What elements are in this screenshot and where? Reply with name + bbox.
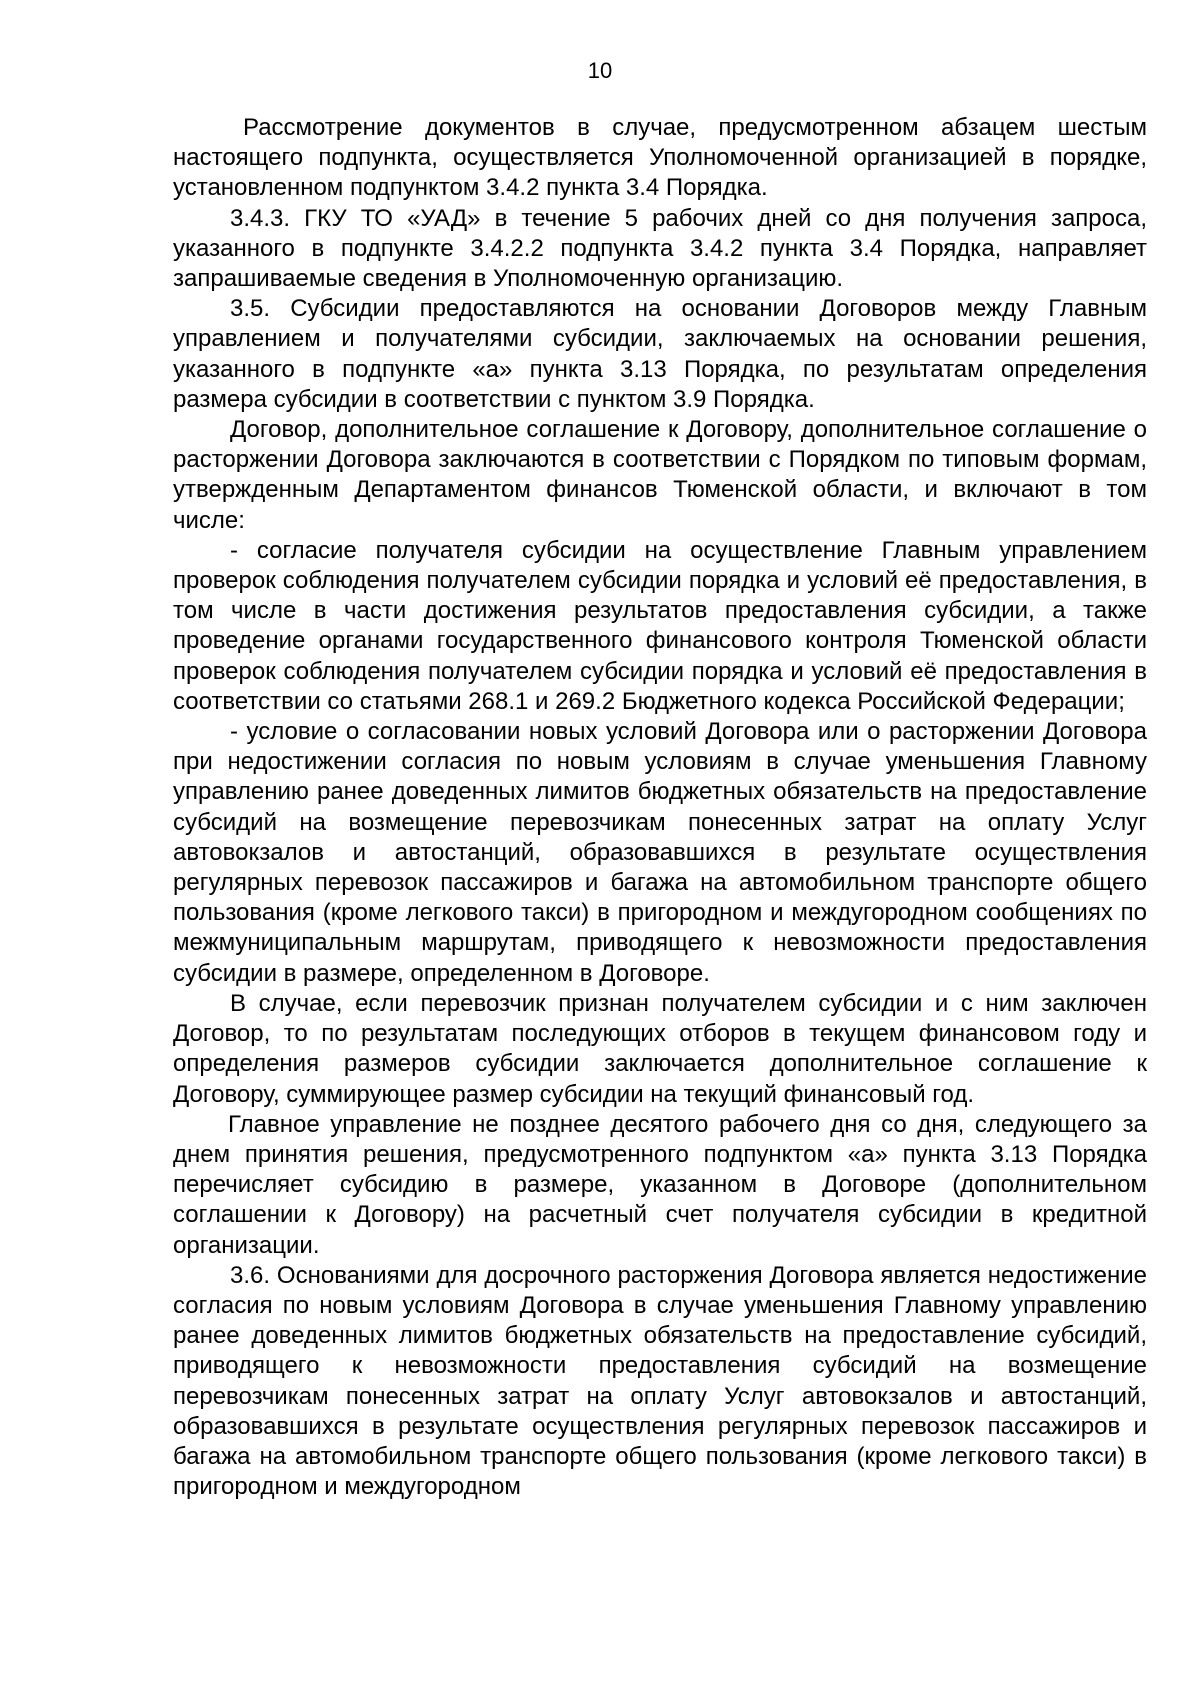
paragraph-3-6: 3.6. Основаниями для досрочного расторжения Договора является недостижение согласия по новым условиям Договора в случае уменьшения Главному управлению ранее доведенных лимитов бюджетных обязательств на предоставление субсидий, приводящего к невозможности предоставления субсидий на возмещение перевозчикам понесенных затрат на оплату Услуг автовокзалов и автостанций, образовавшихся в результате осуществления регулярных перевозок пассажиров и багажа на автомобильном транспорте общего пользования (кроме легкового такси) в пригородном и междугородном (173, 1261, 1147, 1501)
paragraph-subsidy-transfer: Главное управление не позднее десятого рабочего дня со дня, следующего за днем принятия решения, предусмотренного подпунктом «а» пункта 3.13 Порядка перечисляет субсидию в размере, указанном в Договоре (дополнительном соглашении к Договору) на расчетный счет получателя субсидии в кредитной организации. (173, 1110, 1147, 1259)
paragraph-3-5: 3.5. Субсидии предоставляются на основании Договоров между Главным управлением и получателями субсидии, заключаемых на основании решения, указанного в подпункте «а» пункта 3.13 Порядка, по результатам определения размера субсидии в соответствии с пунктом 3.9 Порядка. (173, 295, 1147, 413)
paragraph-3-4-3: 3.4.3. ГКУ ТО «УАД» в течение 5 рабочих дней со дня получения запроса, указанного в подпункте 3.4.2.2 подпункта 3.4.2 пункта 3.4 Порядка, направляет запрашиваемые сведения в Уполномоченную организацию. (173, 204, 1147, 293)
document-body (173, 113, 1147, 1502)
page-number: 10 (587, 58, 613, 83)
list-item-consent: - согласие получателя субсидии на осуществление Главным управлением проверок соблюдения получателем субсидии порядка и условий её предоставления, в том числе в части достижения результатов предоставления субсидии, а также проведение органами государственного финансового контроля Тюменской области проверок соблюдения получателем субсидии порядка и условий её предоставления в соответствии со статьями 268.1 и 269.2 Бюджетного кодекса Российской Федерации; (173, 536, 1147, 715)
paragraph-review-documents: Рассмотрение документов в случае, предусмотренном абзацем шестым настоящего подпункта, осуществляется Уполномоченной организацией в порядке, установленном подпунктом 3.4.2 пункта 3.4 Порядка. (173, 114, 1147, 202)
list-item-new-conditions: - условие о согласовании новых условий Договора или о расторжении Договора при недостижении согласия по новым условиям в случае уменьшения Главному управлению ранее доведенных лимитов бюджетных обязательств на предоставление субсидий на возмещение перевозчикам понесенных затрат на оплату Услуг автовокзалов и автостанций, образовавшихся в результате осуществления регулярных перевозок пассажиров и багажа на автомобильном транспорте общего пользования (кроме легкового такси) в пригородном и междугородном сообщениях по межмуниципальным маршрутам, приводящего к невозможности предоставления субсидии в размере, определенном в Договоре. (173, 718, 1147, 987)
paragraph-additional-agreement: В случае, если перевозчик признан получателем субсидии и с ним заключен Договор, то по результатам последующих отборов в текущем финансовом году и определения размеров субсидии заключается дополнительное соглашение к Договору, суммирующее размер субсидии на текущий финансовый год. (173, 989, 1147, 1108)
paragraph-contract-terms: Договор, дополнительное соглашение к Договору, дополнительное соглашение о расторжении Договора заключаются в соответствии с Порядком по типовым формам, утвержденным Департаментом финансов Тюменской области, и включают в том числе: (173, 416, 1147, 534)
